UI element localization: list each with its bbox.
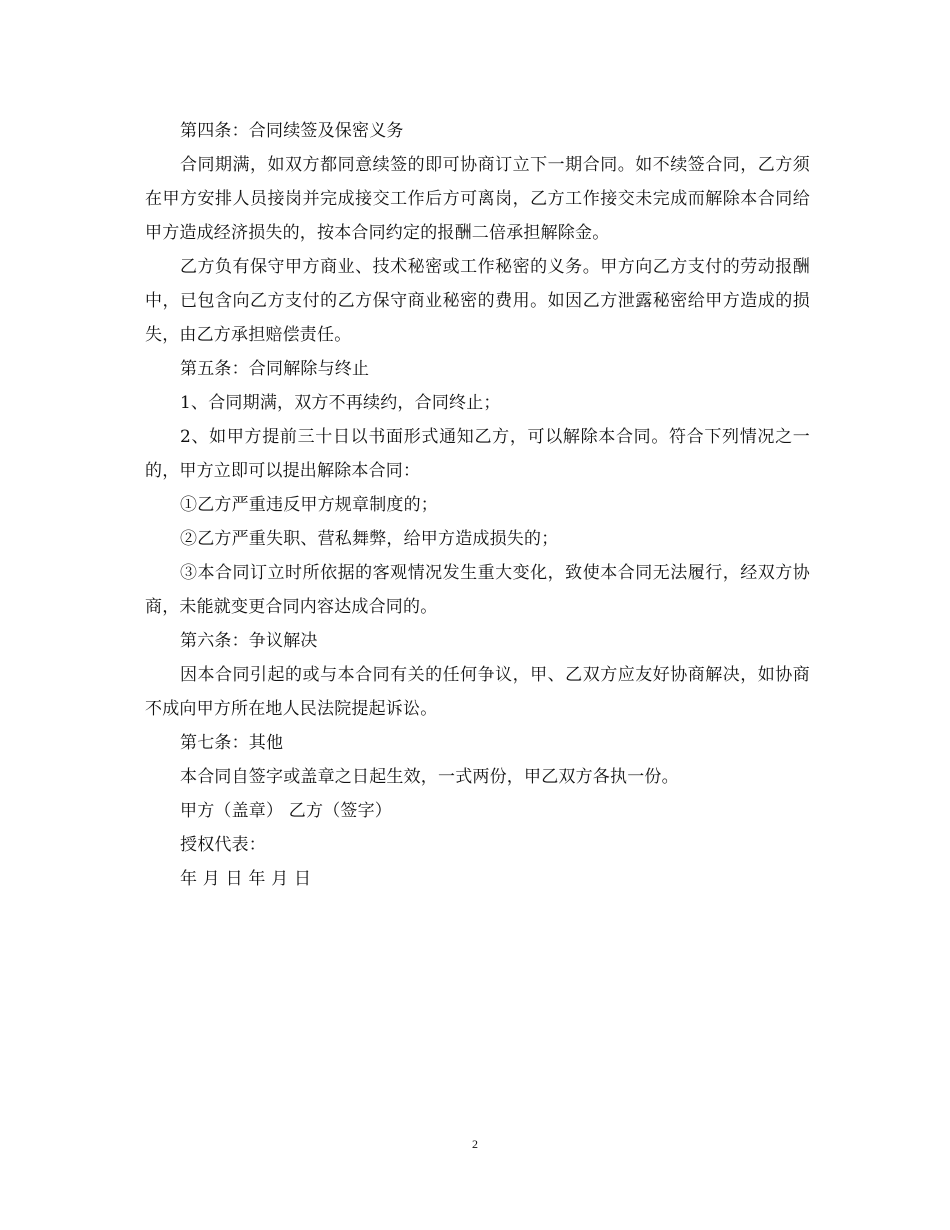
article-7-heading: 第七条：其他 (180, 733, 284, 753)
article-4-heading: 第四条：合同续签及保密义务 (180, 121, 404, 141)
article-6-paragraph: 因本合同引起的或与本合同有关的任何争议，甲、乙双方应友好协商解决，如协商不成向甲方所在地人民法院提起诉讼。 (145, 665, 810, 719)
signature-parties-line: 甲方（盖章） 乙方（签字） (180, 801, 393, 821)
article-5-heading: 第五条：合同解除与终止 (180, 359, 370, 379)
article-6-heading: 第六条：争议解决 (180, 631, 318, 651)
article-5-item-1: 1、合同期满，双方不再续约，合同终止； (180, 393, 501, 413)
article-4-confidentiality-paragraph: 乙方负有保守甲方商业、技术秘密或工作秘密的义务。甲方向乙方支付的劳动报酬中，已包含向乙方支付的乙方保守商业秘密的费用。如因乙方泄露秘密给甲方造成的损失，由乙方承担赔偿责任。 (145, 257, 810, 345)
article-5-subitem-1: ①乙方严重违反甲方规章制度的； (180, 495, 438, 515)
authorized-representative-line: 授权代表： (180, 835, 266, 855)
article-7-paragraph: 本合同自签字或盖章之日起生效，一式两份，甲乙双方各执一份。 (180, 767, 679, 787)
article-5-subitem-2: ②乙方严重失职、营私舞弊，给甲方造成损失的； (180, 529, 559, 549)
article-5-subitem-3: ③本合同订立时所依据的客观情况发生重大变化，致使本合同无法履行，经双方协商，未能就变更合同内容达成合同的。 (145, 563, 810, 617)
article-5-item-2: 2、如甲方提前三十日以书面形式通知乙方，可以解除本合同。符合下列情况之一的，甲方立即可以提出解除本合同： (145, 427, 810, 481)
article-4-renewal-paragraph: 合同期满，如双方都同意续签的即可协商订立下一期合同。如不续签合同，乙方须在甲方安排人员接岗并完成接交工作后方可离岗，乙方工作接交未完成而解除本合同给甲方造成经济损失的，按本合同约定的报酬二倍承担解除金。 (145, 155, 810, 243)
page-number: 2 (472, 1137, 478, 1151)
document-body (145, 114, 810, 896)
date-line: 年 月 日 年 月 日 (180, 869, 312, 889)
